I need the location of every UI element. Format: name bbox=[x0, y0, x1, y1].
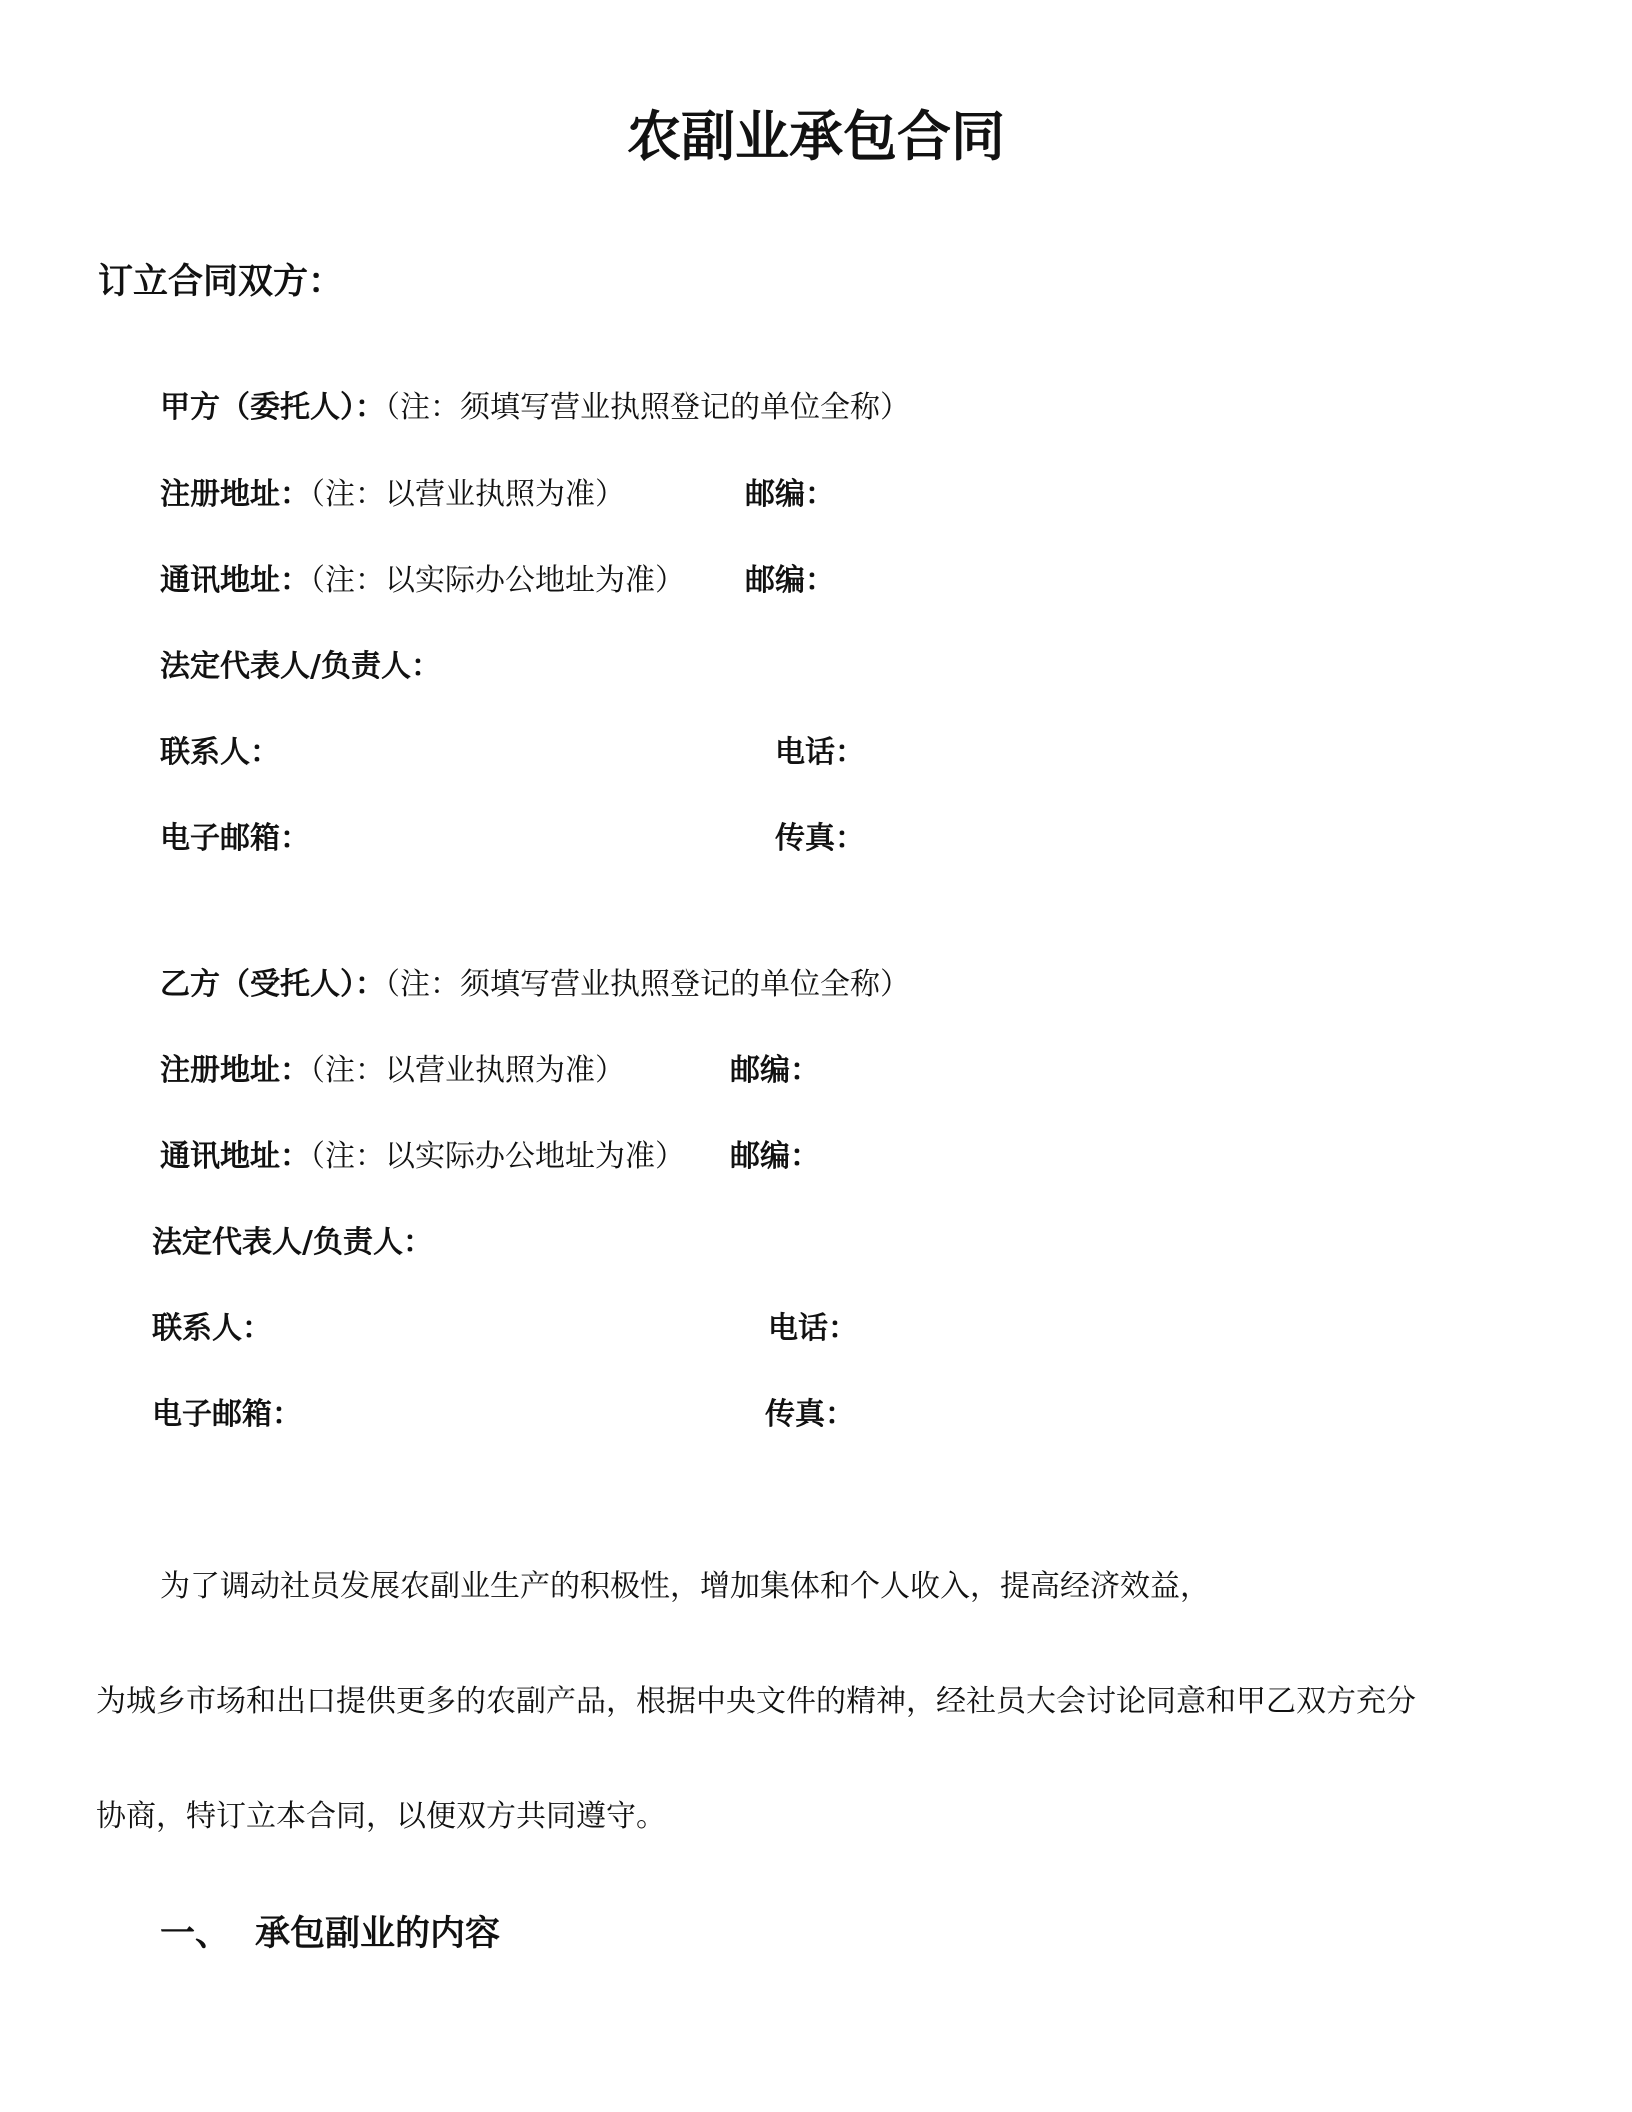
party-b-mail-address-note: （注：以实际办公地址为准） bbox=[310, 1139, 685, 1174]
party-b-contact-label: 联系人： bbox=[152, 1311, 272, 1346]
party-b-mail-address-label: 通讯地址： bbox=[160, 1139, 310, 1174]
preamble-line-3: 协商，特订立本合同，以便双方共同遵守。 bbox=[96, 1799, 666, 1834]
party-a-name-label: 甲方（委托人）： bbox=[160, 390, 385, 425]
party-b-name-note: （注：须填写营业执照登记的单位全称） bbox=[385, 967, 910, 1002]
party-a-phone-label: 电话： bbox=[775, 735, 865, 770]
party-b-fax-label: 传真： bbox=[765, 1397, 855, 1432]
party-b-name-label: 乙方（受托人）： bbox=[160, 967, 385, 1002]
party-a-reg-address-label: 注册地址： bbox=[160, 477, 310, 512]
party-a-mail-address-label: 通讯地址： bbox=[160, 563, 310, 598]
party-a-contact-label: 联系人： bbox=[160, 735, 280, 770]
party-a-reg-address-row bbox=[160, 477, 625, 512]
party-a-legal-rep-label: 法定代表人/负责人： bbox=[160, 649, 441, 684]
party-b-mail-zip-label: 邮编： bbox=[730, 1139, 820, 1174]
party-b-phone-label: 电话： bbox=[768, 1311, 858, 1346]
party-a-fax-label: 传真： bbox=[775, 821, 865, 856]
party-b-legal-rep-label: 法定代表人/负责人： bbox=[152, 1225, 433, 1260]
party-a-email-label: 电子邮箱： bbox=[160, 821, 310, 856]
party-a-mail-address-note: （注：以实际办公地址为准） bbox=[310, 563, 685, 598]
party-b-email-label: 电子邮箱： bbox=[152, 1397, 302, 1432]
party-b-name-row bbox=[160, 967, 910, 1002]
preamble-line-2: 为城乡市场和出口提供更多的农副产品，根据中央文件的精神，经社员大会讨论同意和甲乙双方充分 bbox=[96, 1684, 1416, 1719]
party-a-name-note: （注：须填写营业执照登记的单位全称） bbox=[385, 390, 910, 425]
party-a-mail-address-row bbox=[160, 563, 685, 598]
party-a-reg-zip-label: 邮编： bbox=[745, 477, 835, 512]
parties-heading: 订立合同双方： bbox=[98, 262, 344, 302]
party-a-reg-address-note: （注：以营业执照为准） bbox=[310, 477, 625, 512]
party-b-reg-zip-label: 邮编： bbox=[730, 1053, 820, 1088]
party-a-name-row bbox=[160, 390, 910, 425]
party-a-mail-zip-label: 邮编： bbox=[745, 563, 835, 598]
party-b-reg-address-label: 注册地址： bbox=[160, 1053, 310, 1088]
party-b-reg-address-note: （注：以营业执照为准） bbox=[310, 1053, 625, 1088]
preamble-line-1: 为了调动社员发展农副业生产的积极性，增加集体和个人收入，提高经济效益， bbox=[160, 1569, 1210, 1604]
section-1-title: 承包副业的内容 bbox=[255, 1914, 501, 1954]
document-title: 农副业承包合同 bbox=[627, 105, 1005, 168]
party-b-reg-address-row bbox=[160, 1053, 625, 1088]
section-1-number: 一、 bbox=[160, 1914, 231, 1954]
party-b-mail-address-row bbox=[160, 1139, 685, 1174]
